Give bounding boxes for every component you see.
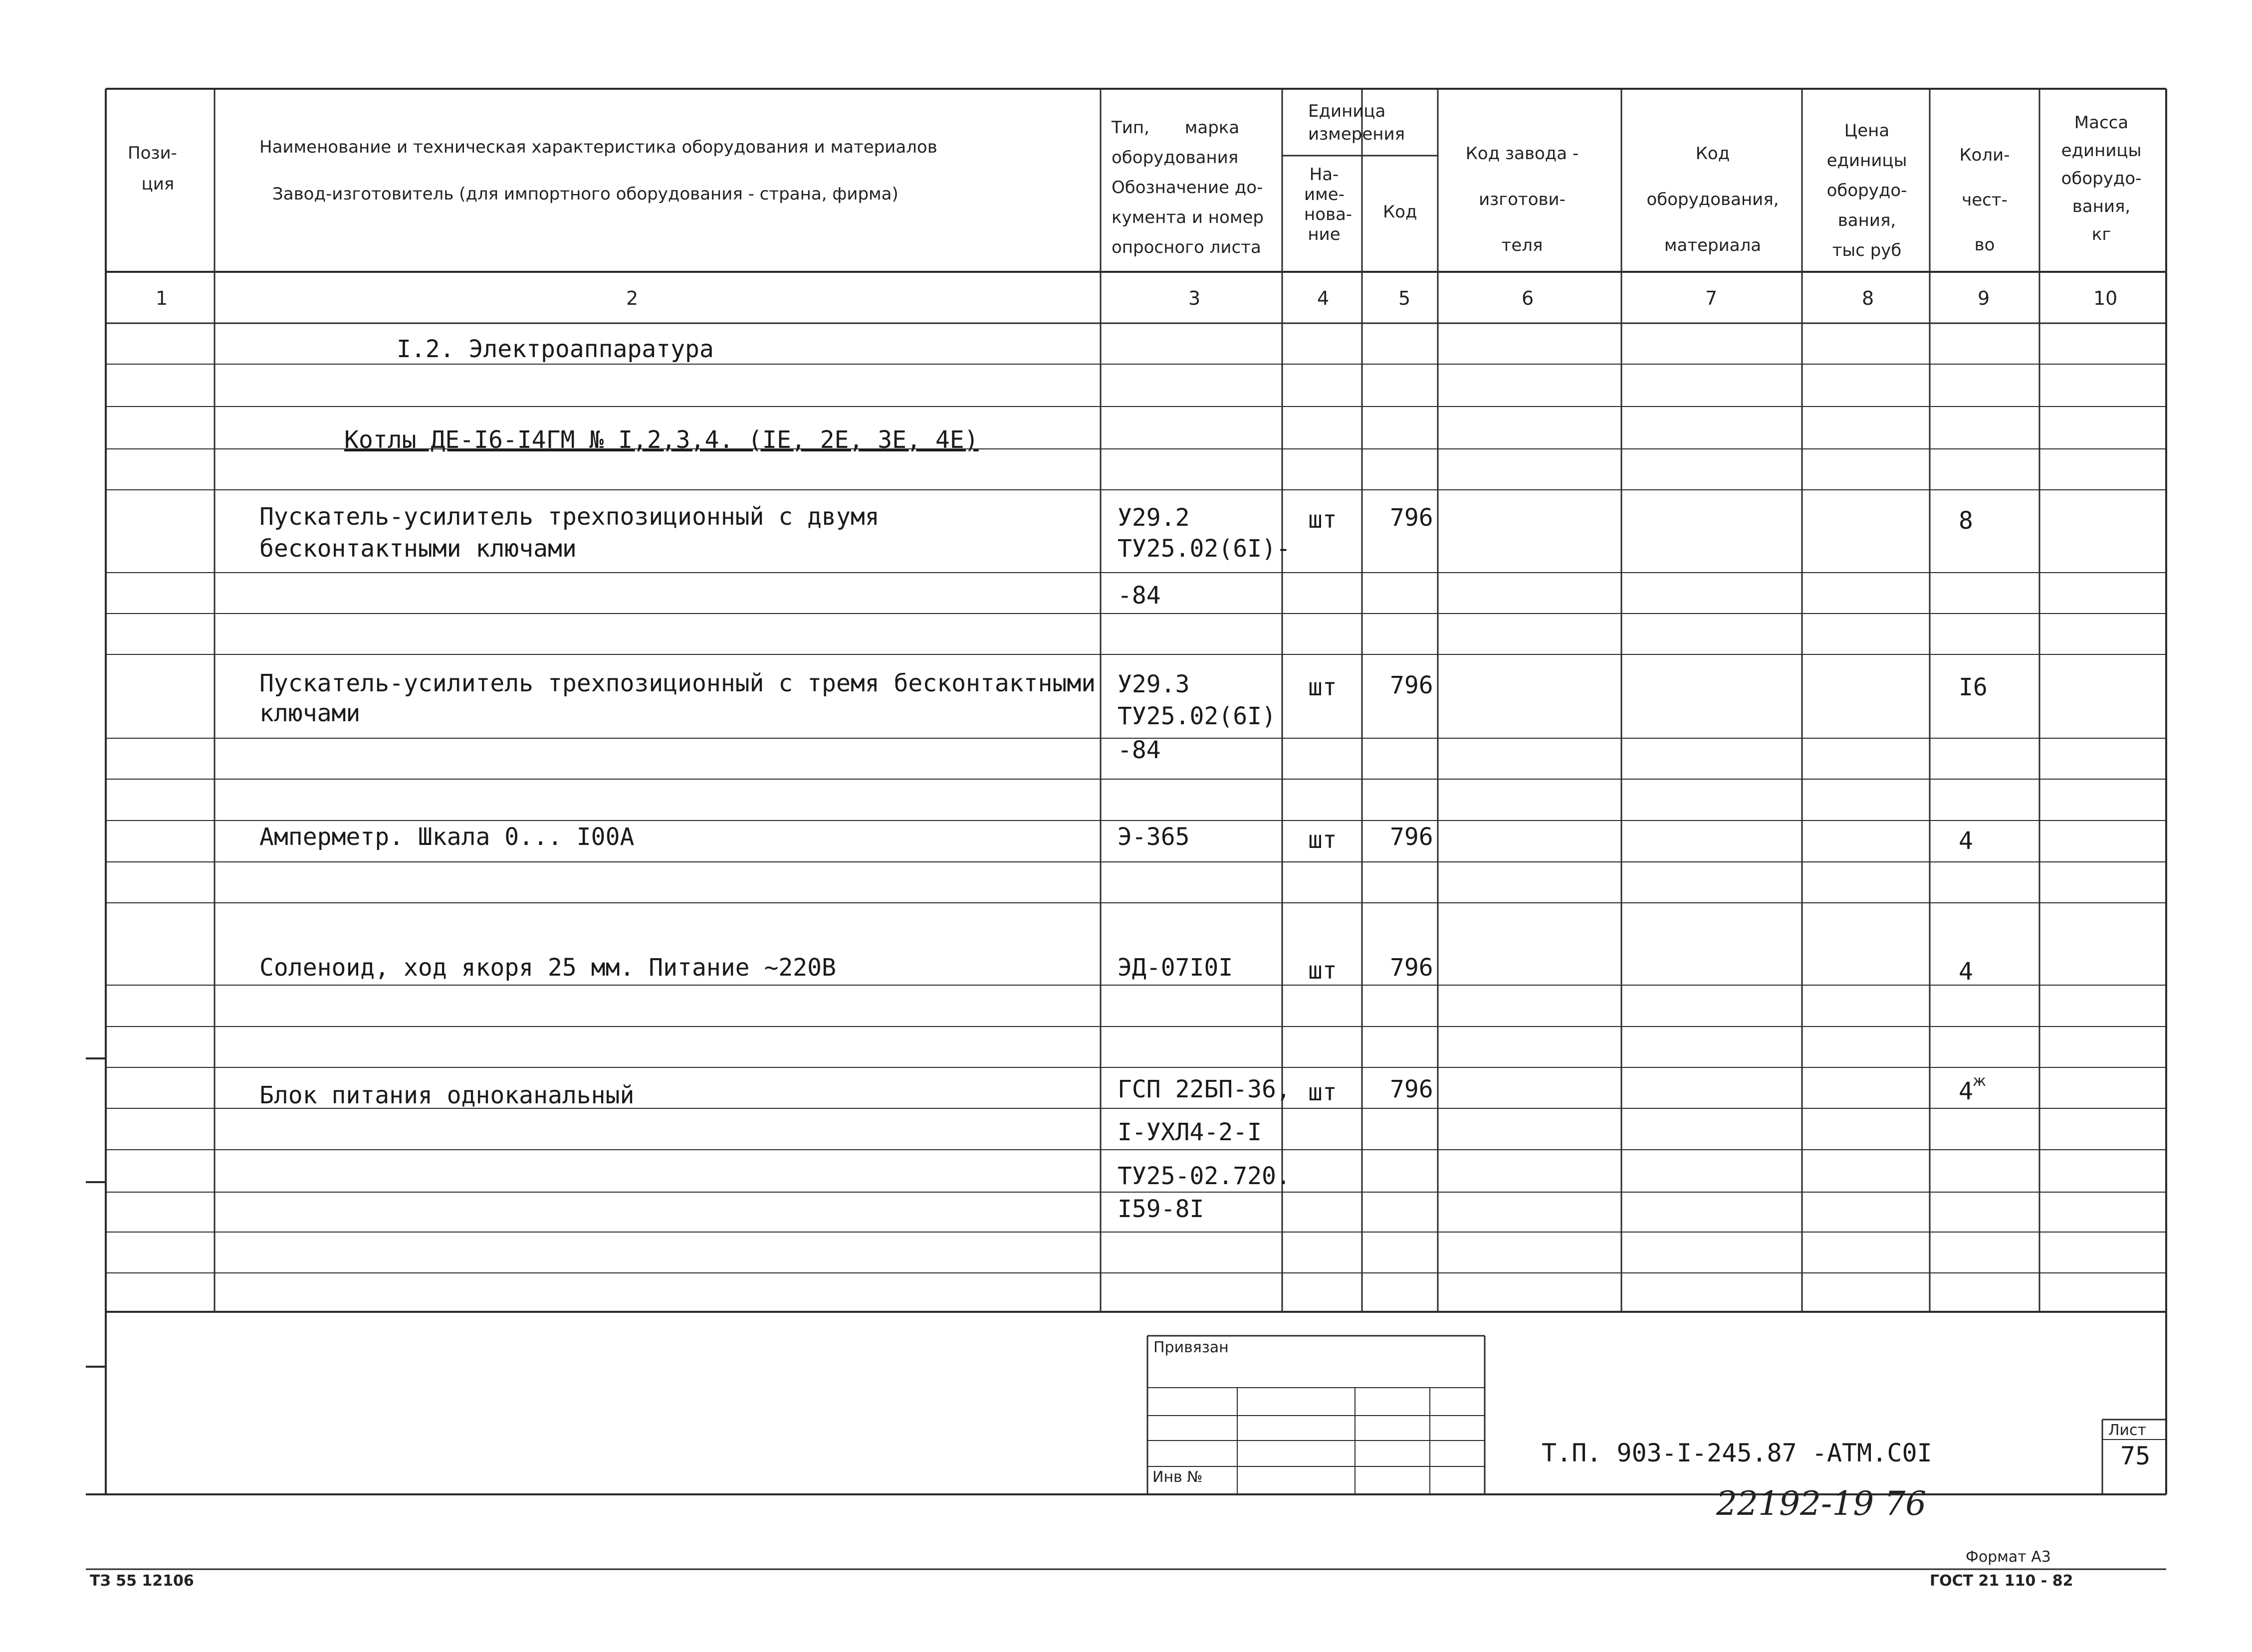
item-unit: шт bbox=[1308, 506, 1337, 534]
col3-header-line: Обозначение до- bbox=[1112, 178, 1263, 198]
col45-header-line: Единица bbox=[1308, 101, 1386, 121]
col8-header-line: оборудо- bbox=[1826, 181, 1907, 201]
handwritten-number: 22192-19 76 bbox=[1716, 1484, 1927, 1523]
item-quantity: 4 bbox=[1959, 958, 1973, 986]
column-number: 4 bbox=[1317, 287, 1330, 309]
col6-header-line: изготови- bbox=[1479, 190, 1566, 209]
item-quantity: 4 bbox=[1959, 1077, 1973, 1105]
item-type: I59-8I bbox=[1118, 1195, 1204, 1223]
col5-header: Код bbox=[1383, 202, 1417, 222]
item-unit: шт bbox=[1308, 957, 1337, 985]
col9-header bbox=[1945, 133, 2025, 267]
item-quantity: 4 bbox=[1959, 827, 1973, 855]
sheet-number: 75 bbox=[2120, 1442, 2151, 1470]
col45-header bbox=[1308, 100, 1405, 146]
col3-header-line: Тип, марка bbox=[1112, 118, 1240, 138]
column-number: 3 bbox=[1188, 287, 1201, 309]
item-type: -84 bbox=[1118, 736, 1161, 764]
item-unit: шт bbox=[1308, 1078, 1337, 1106]
gost-label: ГОСТ 21 110 - 82 bbox=[1930, 1572, 2073, 1590]
col8-header-line: вания, bbox=[1837, 210, 1896, 230]
item-name: Амперметр. Шкала 0... I00A bbox=[259, 823, 635, 851]
col7-header bbox=[1635, 131, 1790, 268]
item-name: Соленоид, ход якоря 25 мм. Питание ~220В bbox=[259, 954, 836, 982]
item-type: ГСП 22БП-36, bbox=[1118, 1075, 1291, 1103]
col10-header-line: кг bbox=[2091, 224, 2111, 244]
sheet-label: Лист bbox=[2108, 1422, 2147, 1439]
item-name: Блок питания одноканальный bbox=[259, 1081, 635, 1109]
col9-header-line: во bbox=[1974, 235, 1995, 255]
column-number: 7 bbox=[1705, 287, 1718, 309]
item-quantity-mark: ж bbox=[1973, 1072, 1987, 1090]
col8-header-line: тыс руб bbox=[1832, 240, 1902, 260]
column-number: 1 bbox=[156, 287, 168, 309]
column-number: 9 bbox=[1978, 287, 1990, 309]
footer-left-code: ТЗ 55 12106 bbox=[90, 1572, 194, 1590]
col6-header-line: теля bbox=[1501, 235, 1543, 255]
item-type: ТУ25.02(6I) bbox=[1118, 702, 1276, 730]
col8-header-line: единицы bbox=[1826, 151, 1907, 171]
section-title: I.2. Электроаппаратура bbox=[397, 335, 714, 363]
col10-header-line: оборудо- bbox=[2061, 169, 2142, 189]
col7-header-line: оборудования, bbox=[1646, 190, 1779, 209]
inventory-label: Инв № bbox=[1152, 1468, 1203, 1486]
col7-header-line: Код bbox=[1695, 144, 1730, 164]
column-number: 8 bbox=[1862, 287, 1874, 309]
item-unit-code: 796 bbox=[1390, 1075, 1433, 1103]
item-name: Пускатель-усилитель трехпозиционный с тремя бесконтактными bbox=[259, 669, 1096, 697]
item-quantity: I6 bbox=[1959, 673, 1988, 701]
col3-header-line: опросного листа bbox=[1112, 237, 1261, 257]
item-unit: шт bbox=[1308, 826, 1337, 854]
col1-header bbox=[128, 145, 177, 193]
item-unit-code: 796 bbox=[1390, 671, 1433, 699]
item-quantity: 8 bbox=[1959, 507, 1973, 535]
item-type: I-УХЛ4-2-I bbox=[1118, 1118, 1262, 1146]
col10-header-line: Масса bbox=[2074, 113, 2129, 133]
item-unit: шт bbox=[1308, 673, 1337, 701]
item-type: ТУ25-02.720. bbox=[1118, 1162, 1291, 1190]
column-number: 6 bbox=[1522, 287, 1534, 309]
format-label: Формат А3 bbox=[1966, 1548, 2051, 1566]
item-name: Пускатель-усилитель трехпозиционный с двумя bbox=[259, 503, 880, 531]
item-unit-code: 796 bbox=[1390, 823, 1433, 851]
col2-header-line1: Наименование и техническая характеристика оборудования и материалов bbox=[259, 137, 937, 157]
column-number: 10 bbox=[2093, 287, 2118, 309]
col8-header-line: Цена bbox=[1844, 121, 1890, 141]
col6-header-line: Код завода - bbox=[1465, 144, 1579, 164]
item-type: У29.2 bbox=[1118, 504, 1190, 532]
col4-header-line: име- bbox=[1304, 185, 1345, 205]
col4-header-line: нова- bbox=[1304, 205, 1352, 224]
item-type: У29.3 bbox=[1118, 670, 1190, 698]
item-unit-code: 796 bbox=[1390, 954, 1433, 982]
col2-header-line2: Завод-изготовитель (для импортного оборудования - страна, фирма) bbox=[272, 184, 899, 204]
col10-header-line: вания, bbox=[2072, 197, 2131, 216]
col6-header bbox=[1460, 131, 1584, 268]
col4-header bbox=[1304, 165, 1352, 244]
col1-header-line: Пози- bbox=[128, 143, 177, 163]
attached-label: Привязан bbox=[1153, 1339, 1229, 1356]
col7-header-line: материала bbox=[1664, 235, 1762, 255]
subsection-title: Котлы ДЕ-I6-I4ГМ № I,2,3,4. (IE, 2E, 3E, 4E) bbox=[344, 426, 979, 454]
col4-header-line: На- bbox=[1309, 165, 1339, 185]
col10-header-line: единицы bbox=[2061, 141, 2142, 161]
column-number: 2 bbox=[626, 287, 639, 309]
item-name: бесконтактными ключами bbox=[259, 535, 577, 563]
col9-header-line: Коли- bbox=[1959, 145, 2010, 165]
item-type: Э-365 bbox=[1118, 823, 1190, 851]
col3-header-line: оборудования bbox=[1112, 148, 1239, 168]
col10-header bbox=[2041, 109, 2161, 248]
item-unit-code: 796 bbox=[1390, 504, 1433, 532]
item-type: ЭД-07I0I bbox=[1118, 954, 1233, 982]
col4-header-line: ние bbox=[1308, 224, 1341, 244]
col9-header-line: чест- bbox=[1962, 190, 2008, 210]
column-number: 5 bbox=[1398, 287, 1411, 309]
item-type: ТУ25.02(6I)- bbox=[1118, 535, 1291, 563]
item-name: ключами bbox=[259, 699, 361, 727]
item-type: -84 bbox=[1118, 582, 1161, 610]
col8-header bbox=[1807, 116, 1927, 265]
document-code: Т.П. 903-I-245.87 -АТМ.С0I bbox=[1542, 1439, 1932, 1467]
col1-header-line: ция bbox=[141, 174, 175, 194]
col45-header-line: измерения bbox=[1308, 124, 1405, 144]
col3-header bbox=[1112, 113, 1264, 262]
col3-header-line: кумента и номер bbox=[1112, 207, 1264, 227]
